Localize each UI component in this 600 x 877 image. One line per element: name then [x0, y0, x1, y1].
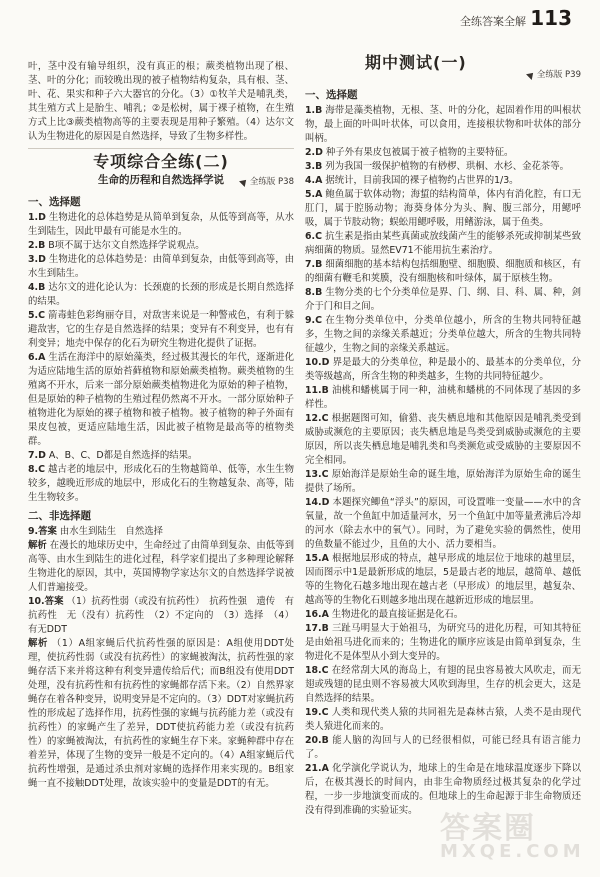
answer-item: 8.B 生物分类的七个分类单位是界、门、纲、目、科、属、种，剑介于门和目之间。 — [305, 287, 581, 312]
answer-item: 14.D 本题探究鲫鱼“浮头”的原因，可设置唯一变量——水中的含氧量，故一个鱼缸中加适量河水，另一个鱼缸中加等量煮沸后冷却的河水（除去水中的氧气）。同时，为了避免实验的偶然性，使用的鱼数量不能过少，且鱼的大小、活力要相当。 — [305, 497, 581, 550]
watermark-line1: 答案圈 — [440, 811, 536, 846]
answer-item: 12.C 根据题图可知，偷猎、丧失栖息地和其他原因是哺乳类受到威胁或濒危的主要原因；丧失栖息地是鸟类受到威胁或濒危的主要原因，所以丧失栖息地是哺乳类和鸟类濒危或受威胁的主要原因不完全相同。 — [305, 413, 581, 466]
answer-item: 9.答案 由水生到陆生 自然选择 — [28, 526, 163, 537]
section-subtitle: 生命的历程和自然选择学说 — [98, 174, 224, 186]
answer-item: 2.B B项不属于达尔文自然选择学说观点。 — [28, 240, 205, 251]
page-ref-text: 全练版 P38 — [249, 177, 294, 187]
subtitle-row — [28, 173, 294, 191]
part1-list — [28, 211, 294, 505]
answer-item: 1.B 海带是藻类植物，无根、茎、叶的分化，起固着作用的叫根状物，最上面的叶叫叶状体，可以食用，连接根状物和叶状体的部分叫柄。 — [305, 105, 581, 144]
right-answer-list — [305, 104, 581, 818]
answer-item: 7.D A、B、C、D都是自然选择的结果。 — [28, 450, 198, 461]
answer-item: 10.D 界是最大的分类单位，种是最小的、最基本的分类单位，分类等级越高，所含生物的种类越多，生物的共同特征越少。 — [305, 357, 581, 382]
answer-item: 16.A 生物进化的最直接证据是化石。 — [305, 609, 464, 620]
header-label: 全练答案全解 — [460, 15, 526, 28]
answer-item: 5.A 鲍鱼属于软体动物；海蜇的结构简单，体内有消化腔，有口无肛门，属于腔肠动物；海葵身体分为头、胸、腹三部分，用鳃呼吸，属于节肢动物；蜈蚣用鳃呼吸，用鳍游泳，属于鱼类。 — [305, 189, 581, 228]
answer-item: 5.C 箭毒蛙色彩绚丽夺目，对敌害来说是一种警戒色，有利于躲避敌害，它的生存是自然选择的结果；变异有不利变异，也有有利变异；地壳中保存的化石为研究生物进化提供了证据。 — [28, 310, 294, 349]
left-column — [28, 60, 294, 791]
answer-item: 3.B 列为我国一级保护植物的有桫椤、珙桐、水杉、金花茶等。 — [305, 161, 569, 172]
watermark-line2: MXQE.COM — [440, 841, 585, 862]
answer-item: 17.B 三趾马明显大于始祖马，为研究马的进化历程，可知其特征是由始祖马进化而来的；生物进化的顺序应该是由简单到复杂，生物进化不是体型从小到大变异的。 — [305, 623, 581, 662]
answer-item: 10.答案 （1）抗药性弱（或没有抗药性） 抗药性强 遗传 有抗药性 无（没有）抗药性 （2）不定向的 （3）选择 （4）有无DDT — [28, 596, 294, 635]
intro-paragraph: 叶，茎中没有输导组织，没有真正的根；蕨类植物出现了根、茎、叶的分化；而较晚出现的被子植物结构复杂，具有根、茎、叶、花、果实和种子六大器官的分化。（3）①牧羊犬是哺乳类，其生殖方式上是胎生、哺乳；②是松树，属于裸子植物，在生殖方式上比③蕨类植物高等的主要表现是用种子繁殖。（4）达尔文认为生物进化的原因是自然选择，导致了生物多样性。 — [28, 61, 294, 142]
pointer-icon — [526, 70, 536, 80]
answer-item: 6.A 生活在海洋中的原始藻类，经过极其漫长的年代，逐渐进化为适应陆地生活的原始苔藓植物和原始蕨类植物。蕨类植物的生殖离不开水，后来一部分原始蕨类植物进化为原始的种子植物，但是原始的种子植物的生殖过程仍然离不开水。一部分原始种子植物进化为原始的裸子植物和被子植物。被子植物的种子外面有果皮包被，更适应陆地生活，因此被子植物是最高等的植物类群。 — [28, 352, 294, 447]
answer-item: 20.B 能人脑的沟回与人的已经很相似，可能已经具有语言能力了。 — [305, 735, 581, 760]
part2-list — [28, 525, 294, 791]
answer-item: 7.B 细菌细胞的基本结构包括细胞壁、细胞膜、细胞质和核区，有的细菌有鞭毛和荚膜，没有细胞核和叶绿体，属于原核生物。 — [305, 259, 581, 284]
answer-item: 18.C 在经常刮大风的海岛上，有翅的昆虫容易被大风吹走，而无翅或残翅的昆虫则不容易被大风吹到海里，生存的机会更大，这是自然选择的结果。 — [305, 665, 581, 704]
answer-item: 8.C 越古老的地层中，形成化石的生物越简单、低等，水生生物较多，越晚近形成的地层中，形成化石的生物越复杂、高等，陆生生物较多。 — [28, 464, 294, 503]
divider — [28, 148, 294, 149]
answer-item: 15.A 根据地层形成的特点，越早形成的地层位于地球的越里层，因而图示中1是最新形成的地层，5是最古老的地层，越简单、越低等的生物化石越多地出现在越古老（早形成）的地层里，越复杂、越高等的生物化石则越多地出现在越新近形成的地层里。 — [305, 553, 581, 606]
right-column — [305, 53, 581, 818]
pointer-icon — [239, 177, 249, 187]
page-number: 113 — [530, 6, 572, 30]
answer-item: 6.C 抗生素是指由某些真菌或放线菌产生的能够杀死或抑制某些致病细菌的物质。显然EV71不能用抗生素治疗。 — [305, 231, 581, 256]
test-title-row — [305, 53, 581, 84]
answer-item: 4.B 达尔文的进化论认为：长颈鹿的长颈的形成是长期自然选择的结果。 — [28, 282, 294, 307]
answer-item: 11.B 油桃和蟠桃属于同一种，油桃和蟠桃的不同体现了基因的多样性。 — [305, 385, 581, 410]
page-ref — [527, 68, 581, 82]
page-ref — [240, 175, 294, 189]
analysis-item: 解析 在漫长的地球历史中，生命经过了由简单到复杂、由低等到高等、由水生到陆生的进化过程，科学家们提出了多种理论解释生物进化的原因，其中，英国博物学家达尔文的自然选择学说被人们普遍接受。 — [28, 540, 294, 593]
page-header — [0, 0, 600, 40]
answer-item: 19.C 人类和现代类人猿的共同祖先是森林古猿，人类不是由现代类人猿进化而来的。 — [305, 707, 581, 732]
analysis-item: 解析 （1）A组家蝇后代抗药性强的原因是：A组使用DDT处理，使抗药性弱（或没有抗药性）的家蝇被淘汰，抗药性强的家蝇存活下来并将这种有利变异遗传给后代；而B组没有使用DDT处理，没有抗药性和有抗药性的家蝇都存活下来。（2）自然界家蝇存在着各种变异，说明变异是不定向的。（3）DDT对家蝇抗药性的形成起了选择作用，抗药性强的家蝇与抗药能力差（或没有抗药性）的家蝇产生了差异，DDT使抗药能力差（或没有抗药性）的家蝇被淘汰，有抗药性的家蝇生存下来。家蝇种群中存在着差异，体现了生物的变异一般是不定向的。（4）A组家蝇后代抗药性增强，是通过杀虫剂对家蝇的选择作用来实现的。B组家蝇一直不接触DDT处理，故该实验中的变量是DDT的有无。 — [28, 638, 294, 789]
section-title: 专项综合全练(二) — [93, 152, 229, 171]
answer-item: 21.A 化学演化学说认为，地球上的生命是在地球温度逐步下降以后，在极其漫长的时间内，由非生命物质经过极其复杂的化学过程，一步一步地演变而成的。但地球上的生命起源于非生命物质还没有得到准确的实验证实。 — [305, 763, 581, 816]
test-title: 期中测试(一) — [365, 53, 467, 72]
answer-item: 9.C 在生物分类单位中，分类单位越小，所含的生物共同特征越多，生物之间的亲缘关系越近；分类单位越大，所含的生物共同特征越少，生物之间的亲缘关系越远。 — [305, 315, 581, 354]
answer-item: 1.D 生物进化的总体趋势是从简单到复杂，从低等到高等，从水生到陆生，因此甲最有可能是水生的。 — [28, 212, 294, 237]
answer-item: 2.D 种子外有果皮包被属于被子植物的主要特征。 — [305, 147, 514, 158]
answer-item: 4.A 据统计，目前我国的裸子植物约占世界的1/3。 — [305, 175, 519, 186]
answer-item: 3.D 生物进化的总体趋势是：由简单到复杂，由低等到高等，由水生到陆生。 — [28, 254, 294, 279]
right-part1-title: 一、选择题 — [305, 89, 358, 101]
site-watermark — [432, 803, 585, 865]
part1-title: 一、选择题 — [28, 196, 81, 208]
part2-title: 二、非选择题 — [28, 510, 91, 522]
page-ref-text: 全练版 P39 — [536, 70, 581, 80]
answer-item: 13.C 原始海洋是原始生命的诞生地，原始海洋为原始生命的诞生提供了场所。 — [305, 469, 581, 494]
